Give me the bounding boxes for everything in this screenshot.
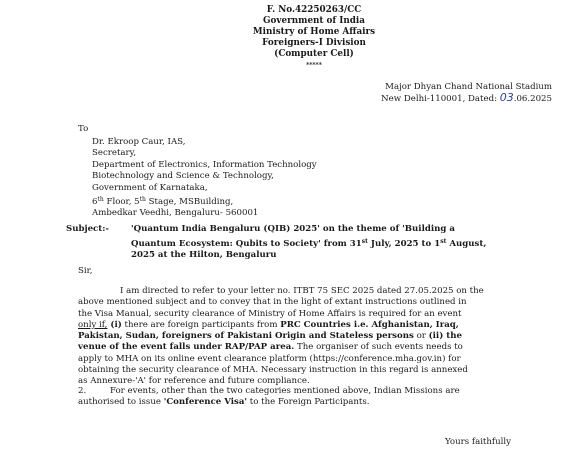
para-line: I am directed to refer to your letter no. ITBT 75 SEC 2025 dated 27.05.2025 on the	[120, 286, 484, 296]
para-line: the Visa Manual, security clearance of Ministry of Home Affairs is required for an event	[78, 308, 462, 319]
para-line: obtaining the security clearance of MHA. Necessary instruction in this regard is annexed	[78, 365, 468, 376]
file-number: F. No.42250263/CC	[266, 5, 362, 15]
para-line: only if, (i) there are foreign participants from PRC Countries i.e. Afghanistan, Iraq,	[78, 319, 459, 330]
addressee-line: Dr. Ekroop Caur, IAS,	[92, 137, 186, 147]
para-line: above mentioned subject and to convey that in the light of extant instructions outlined in	[78, 297, 467, 308]
header-division: Foreigners-I Division	[262, 38, 366, 48]
date-prefix: New Delhi-110001, Dated:	[381, 94, 500, 104]
paragraph-1	[78, 286, 484, 388]
addressee-line: Department of Electronics, Information Technology	[92, 159, 317, 170]
subject-line: 2025 at the Hilton, Bengaluru	[131, 250, 277, 261]
header-ministry: Ministry of Home Affairs	[252, 27, 376, 37]
subject-label: Subject:-	[66, 224, 109, 234]
addressee-line: Government of Karnataka,	[92, 182, 208, 193]
date-rest: .06.2025	[513, 94, 552, 104]
date-line	[381, 92, 552, 105]
paragraph-2	[78, 386, 460, 409]
stadium-address: Major Dhyan Chand National Stadium	[385, 82, 552, 92]
subject-line: 'Quantum India Bengaluru (QIB) 2025' on the theme of 'Building a	[131, 224, 455, 234]
date-day-handwritten: 03	[499, 91, 514, 104]
para-line: venue of the event falls under RAP/PAP area. The organiser of such events needs to	[78, 342, 463, 353]
addressee-floor-line: 6th Floor, 5th Stage, MSBuilding,	[92, 196, 234, 208]
addressee-line: Biotechnology and Science & Technology,	[92, 171, 274, 182]
header-cell: (Computer Cell)	[274, 49, 354, 59]
para-line: authorised to issue 'Conference Visa' to the Foreign Participants.	[78, 397, 370, 408]
para-line: Pakistan, Sudan, foreigners of Pakistani Origin and Stateless persons or (ii) the	[78, 331, 462, 342]
addressee-line: Secretary,	[92, 148, 137, 159]
para-line: as Annexure-'A' for reference and future compliance.	[78, 376, 310, 387]
header-government: Government of India	[263, 16, 365, 26]
para2-number: 2.	[78, 386, 87, 396]
subject-line: Quantum Ecosystem: Qubits to Society' from 31st July, 2025 to 1st August,	[131, 237, 487, 249]
closing: Yours faithfully	[445, 437, 511, 447]
addressee-line: Ambedkar Veedhi, Bengaluru- 560001	[92, 208, 259, 219]
addressee-block	[92, 137, 317, 220]
para-line: For events, other than the two categories mentioned above, Indian Missions are	[110, 386, 460, 396]
header-stars: *****	[306, 62, 322, 69]
salutation: Sir,	[78, 266, 93, 276]
subject-text	[131, 224, 486, 262]
para-line: apply to MHA on its online event clearance platform (https://conference.mha.gov.in) for	[78, 353, 461, 364]
to-label: To	[78, 124, 89, 134]
